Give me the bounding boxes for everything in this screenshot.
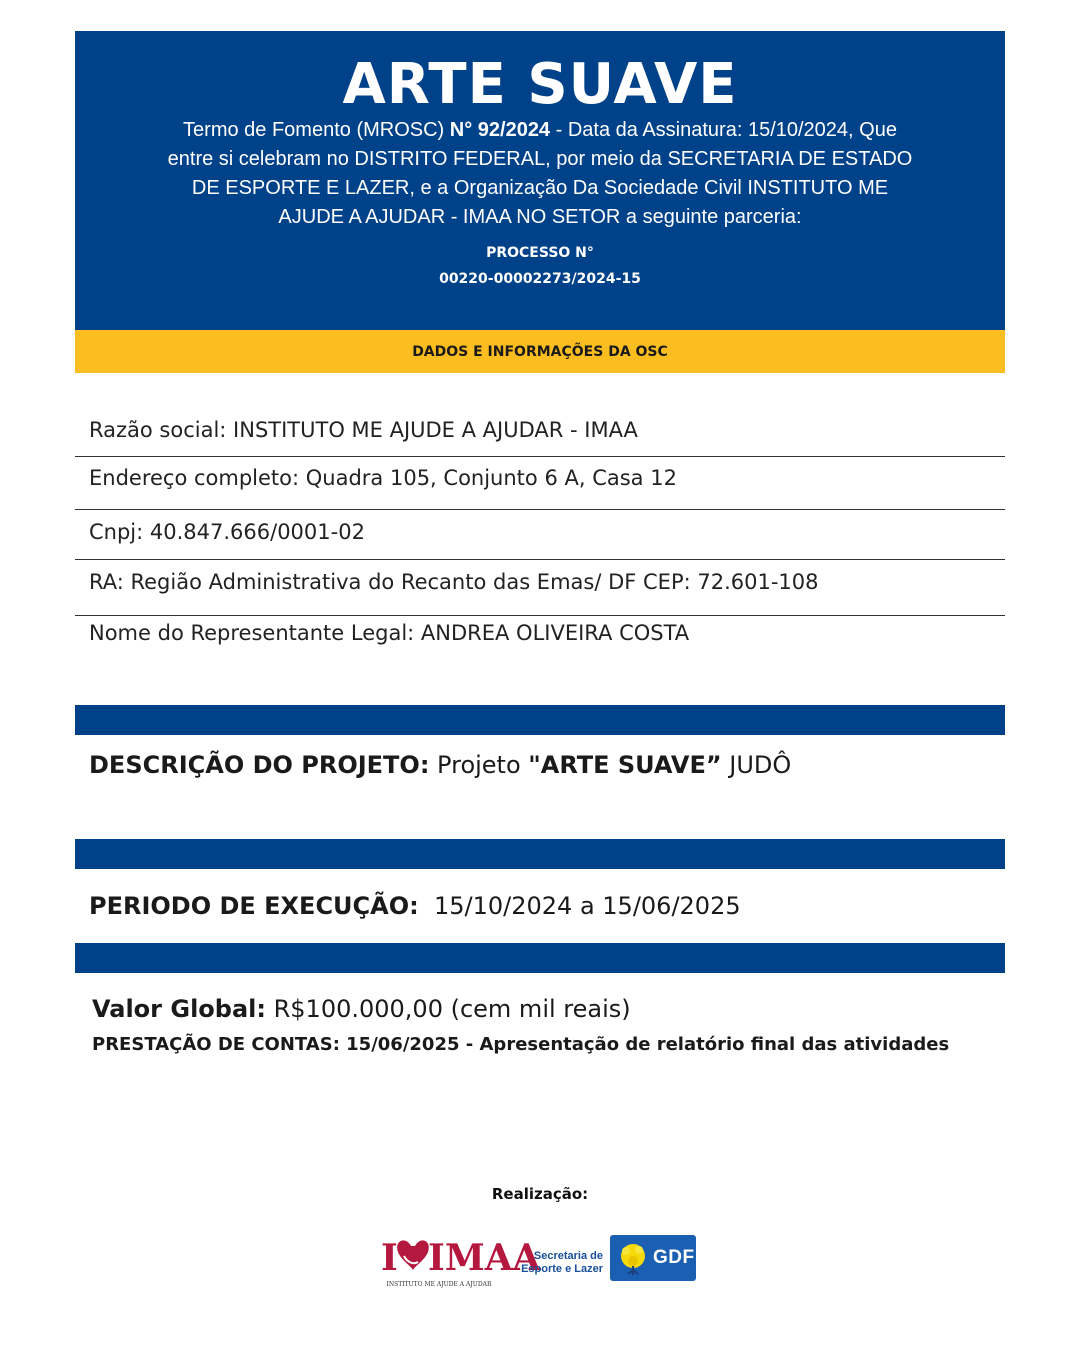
prestacao-contas: PRESTAÇÃO DE CONTAS: 15/06/2025 - Apresentação de relatório final das atividades	[92, 1034, 950, 1055]
osc-ra-cep: RA: Região Administrativa do Recanto das Emas/ DF CEP: 72.601-108	[75, 570, 1005, 616]
intro-text-a: Termo de Fomento (MROSC)	[183, 119, 450, 141]
divider-bar-1	[75, 705, 1005, 735]
periodo-execucao	[89, 892, 741, 920]
osc-razao-social: Razão social: INSTITUTO ME AJUDE A AJUDAR - IMAA	[75, 418, 1005, 457]
descricao-project-name: "ARTE SUAVE”	[528, 751, 722, 779]
valor-value: R$100.000,00 (cem mil reais)	[265, 995, 631, 1023]
osc-cnpj: Cnpj: 40.847.666/0001-02	[75, 520, 1005, 560]
page-title: ARTE SUAVE	[342, 52, 738, 117]
divider-bar-3	[75, 943, 1005, 973]
intro-text-b: - Data da Assinatura: 15/10/2024, Que entre si celebram no DISTRITO FEDERAL, por meio da SECRETARIA DE ESTADO DE ESPORTE E LAZER, e a Organização Da Sociedade Civil INSTITUTO ME AJUDE A AJUDAR - IMAA NO SETOR a seguinte parceria:	[167, 119, 913, 228]
osc-endereco: Endereço completo: Quadra 105, Conjunto 6 A, Casa 12	[75, 466, 1005, 510]
osc-representante: Nome do Representante Legal: ANDREA OLIVEIRA COSTA	[89, 621, 690, 645]
gdf-logo-text: GDF	[653, 1247, 695, 1268]
periodo-value: 15/10/2024 a 15/06/2025	[418, 892, 741, 920]
gdf-logo	[610, 1235, 696, 1281]
termo-intro	[160, 116, 920, 232]
periodo-label: PERIODO DE EXECUÇÃO:	[89, 892, 419, 920]
osc-section-bar: DADOS E INFORMAÇÕES DA OSC	[75, 330, 1005, 373]
intro-termo-number: N° 92/2024	[449, 119, 551, 141]
imaa-logo-subtitle: INSTITUTO ME AJUDE A AJUDAR	[386, 1281, 492, 1288]
secretaria-logo	[508, 1250, 603, 1276]
descricao-suffix: JUDÔ	[721, 751, 792, 779]
header-banner	[75, 31, 1005, 330]
secretaria-line-2: Esporte e Lazer	[521, 1263, 603, 1275]
realizacao-label: Realização:	[491, 1185, 589, 1203]
divider-bar-2	[75, 839, 1005, 869]
svg-text:I: I	[381, 1237, 398, 1279]
ipe-flower-icon	[614, 1239, 652, 1277]
valor-global	[92, 995, 631, 1023]
processo-block	[75, 240, 1005, 292]
descricao-projeto	[89, 751, 791, 779]
descricao-label: DESCRIÇÃO DO PROJETO:	[89, 751, 430, 779]
imaa-logo-text: IMAA	[428, 1237, 541, 1279]
secretaria-line-1: Secretaria de	[533, 1250, 603, 1262]
valor-label: Valor Global:	[92, 995, 266, 1023]
processo-label: PROCESSO N°	[486, 245, 594, 261]
processo-numero: 00220-00002273/2024-15	[439, 271, 641, 287]
imaa-logo	[380, 1232, 541, 1290]
descricao-prefix: Projeto	[429, 751, 529, 779]
